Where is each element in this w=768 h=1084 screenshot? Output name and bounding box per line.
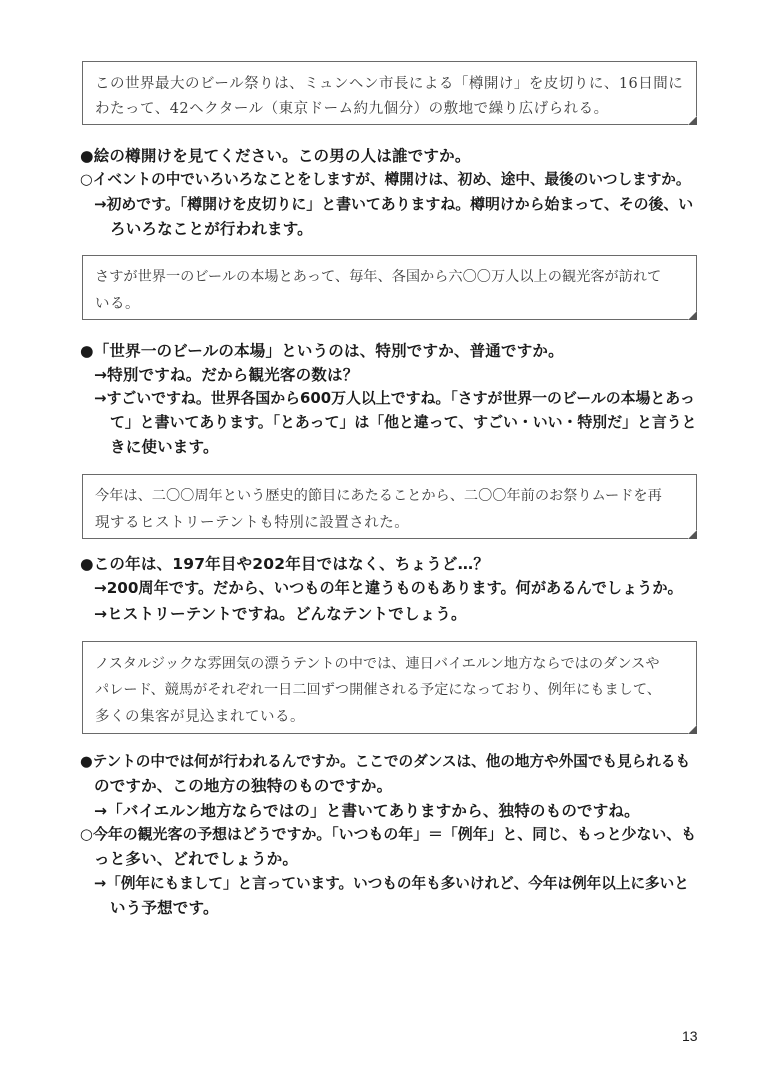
answer-line: →200周年です。だから、いつもの年と違うものもあります。何があるんでしょうか。 bbox=[94, 579, 683, 597]
question-line: ●テントの中では何が行われるんですか。ここでのダンスは、他の地方や外国でも見られるも bbox=[80, 753, 691, 770]
answer-line: て」と書いてあります。「とあって」は「他と違って、すごい・いい・特別だ」と言うと bbox=[110, 413, 697, 431]
quote-line: 今年は、二〇〇周年という歴史的節目にあたることから、二〇〇年前のお祭りムードを再 bbox=[95, 488, 662, 504]
answer-line: →ヒストリーテントですね。どんなテントでしょう。 bbox=[94, 605, 467, 623]
answer-line: →特別ですね。だから観光客の数は？ bbox=[94, 366, 359, 384]
answer-line: →「例年にもまして」と言っています。いつもの年も多いけれど、今年は例年以上に多いと bbox=[94, 875, 689, 892]
quote-box-3 bbox=[82, 474, 697, 539]
answer-line: →初めです。「樽開けを皮切りに」と書いてありますね。樽明けから始まって、その後、い bbox=[94, 195, 694, 213]
question-line: のですか、この地方の独特のものですか。 bbox=[94, 777, 393, 795]
quote-box-2 bbox=[82, 255, 697, 320]
quote-line: ノスタルジックな雰囲気の漂うテントの中では、連日バイエルン地方ならではのダンスや bbox=[95, 656, 660, 672]
question-line: っと多い、どれでしょうか。 bbox=[94, 850, 299, 868]
page-fold-shadow-icon bbox=[688, 530, 697, 539]
answer-line: →すごいですね。世界各国から600万人以上ですね。「さすが世界一のビールの本場とあっ bbox=[94, 389, 695, 407]
quote-line: 多くの集客が見込まれている。 bbox=[95, 709, 305, 725]
quote-line: いる。 bbox=[95, 296, 140, 312]
page-number: 13 bbox=[682, 1028, 698, 1044]
question-line: ○イベントの中でいろいろなことをしますが、樽開けは、初め、途中、最後のいつしますか。 bbox=[80, 171, 691, 188]
quote-line: わたって、42ヘクタール（東京ドーム約九個分）の敷地で繰り広げられる。 bbox=[95, 101, 609, 117]
quote-box-1 bbox=[82, 61, 697, 125]
quote-line: 現するヒストリーテントも特別に設置された。 bbox=[95, 515, 410, 531]
question-line: ●この年は、197年目や202年目ではなく、ちょうど…？ bbox=[80, 555, 490, 573]
quote-line: パレード、競馬がそれぞれ一日二回ずつ開催される予定になっており、例年にもまして、 bbox=[95, 682, 661, 698]
page-fold-shadow-icon bbox=[688, 311, 697, 320]
quote-line: この世界最大のビール祭りは、ミュンヘン市長による「樽開け」を皮切りに、16日間に bbox=[95, 76, 684, 92]
question-line: ○今年の観光客の予想はどうですか。「いつもの年」＝「例年」と、同じ、もっと少ない、も bbox=[80, 825, 697, 843]
quote-box-4 bbox=[82, 641, 697, 734]
question-line: ●絵の樽開けを見てください。この男の人は誰ですか。 bbox=[80, 147, 471, 165]
page-fold-shadow-icon bbox=[688, 725, 697, 734]
answer-line: いう予想です。 bbox=[110, 899, 219, 917]
quote-line: さすが世界一のビールの本場とあって、毎年、各国から六〇〇万人以上の観光客が訪れて bbox=[95, 269, 662, 285]
answer-line: →「バイエルン地方ならではの」と書いてありますから、独特のものですね。 bbox=[94, 802, 640, 820]
answer-line: ろいろなことが行われます。 bbox=[110, 220, 313, 238]
page-fold-shadow-icon bbox=[688, 116, 697, 125]
answer-line: きに使います。 bbox=[110, 438, 219, 456]
question-line: ●「世界一のビールの本場」というのは、特別ですか、普通ですか。 bbox=[80, 342, 564, 360]
